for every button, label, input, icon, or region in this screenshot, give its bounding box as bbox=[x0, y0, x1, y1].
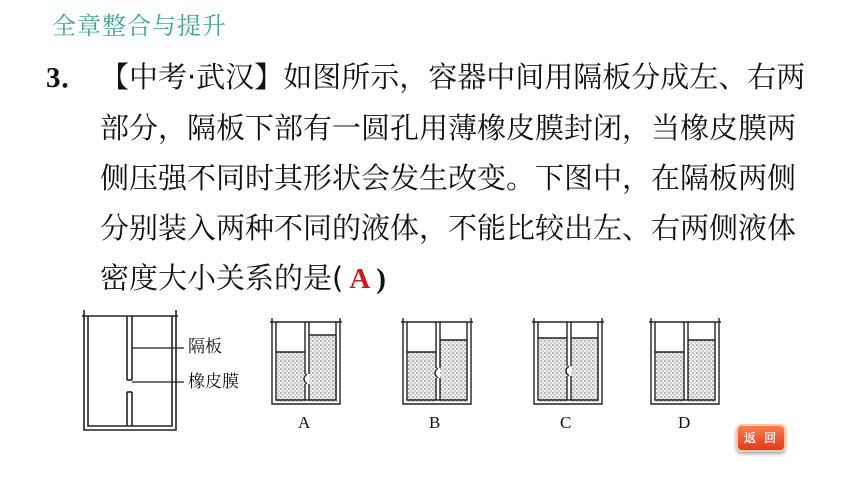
option-b-diagram bbox=[401, 318, 473, 404]
question-line-2: 部分，隔板下部有一圆孔用薄橡皮膜封闭，当橡皮膜两 bbox=[100, 111, 797, 145]
container-diagram bbox=[82, 310, 184, 430]
question-line-1: 3． 【中考·武汉】如图所示，容器中间用隔板分成左、右两 bbox=[46, 52, 826, 103]
label-partition: 隔板 bbox=[188, 337, 222, 357]
chapter-title: 全章整合与提升 bbox=[52, 12, 227, 40]
option-b-label: B bbox=[429, 413, 441, 432]
option-a-label: A bbox=[298, 413, 311, 432]
answer: A bbox=[349, 263, 371, 295]
question-line-5: 密度大小关系的是( A ) bbox=[100, 261, 386, 295]
back-button[interactable]: 返 回 bbox=[736, 424, 786, 452]
question-line-3: 侧压强不同时其形状会发生改变。下图中，在隔板两侧 bbox=[100, 161, 797, 195]
option-d-diagram bbox=[649, 318, 721, 404]
label-membrane: 橡皮膜 bbox=[188, 372, 239, 392]
option-c-diagram bbox=[532, 318, 604, 404]
option-c-label: C bbox=[560, 413, 572, 432]
option-a-diagram bbox=[270, 318, 342, 404]
question-line-4: 分别装入两种不同的液体，不能比较出左、右两侧液体 bbox=[100, 211, 797, 245]
question-number: 3． bbox=[46, 62, 90, 94]
option-d-label: D bbox=[678, 413, 691, 432]
